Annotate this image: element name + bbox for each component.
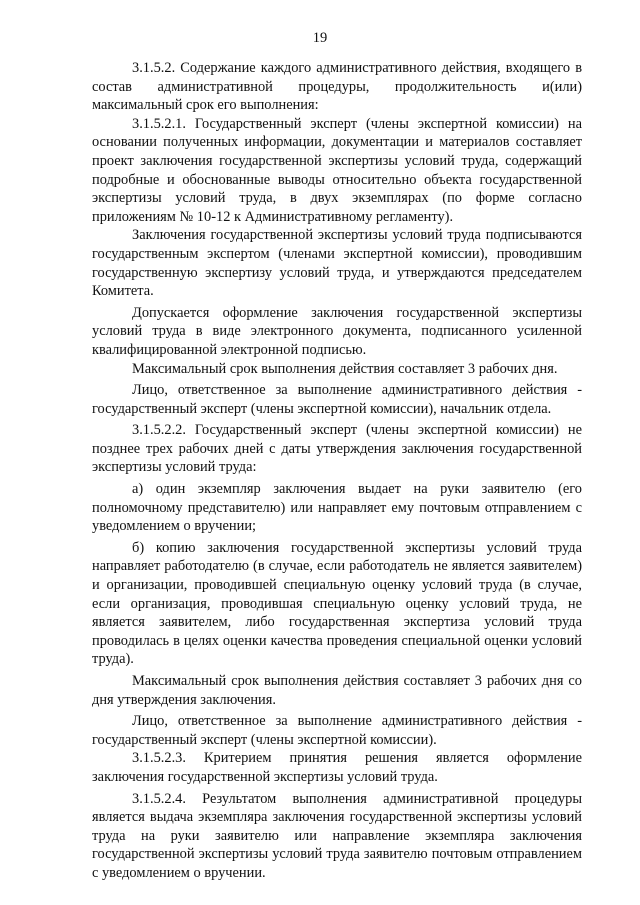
page-number: 19 [312,30,328,46]
document-body [92,59,582,883]
paragraph-item-b: б) копию заключения государственной экспертизы условий труда направляет работодателю (в случае, если работодатель не является заявителем) и организации, проводившей специальную оценку условий труда (в случае, если организация, проводившая специальную оценку условий труда, не является заявителем, либо государственная экспертиза условий труда проводилась в целях оценки качества проведения специальной оценки условий труда). [92,539,582,668]
paragraph-3-1-5-2-3: 3.1.5.2.3. Критерием принятия решения является оформление заключения государственной экспертизы условий труда. [92,750,582,785]
paragraph-3-1-5-2: 3.1.5.2. Содержание каждого административного действия, входящего в состав административной процедуры, продолжительность и(или) максимальный срок его выполнения: [92,60,582,114]
paragraph-3-1-5-2-4: 3.1.5.2.4. Результатом выполнения административной процедуры является выдача экземпляра заключения государственной экспертизы условий труда на руки заявителю или направление экземпляра заключения государственной экспертизы условий труда заявителю почтовым отправлением с уведомлением о вручении. [92,790,582,881]
paragraph-item-a: а) один экземпляр заключения выдает на руки заявителю (его полномочному представителю) или направляет ему почтовым отправлением с уведомлением о вручении; [92,481,582,535]
paragraph-max-term-2: Максимальный срок выполнения действия составляет 3 рабочих дня со дня утверждения заключения. [92,673,582,708]
paragraph-electronic-document: Допускается оформление заключения государственной экспертизы условий труда в виде электронного документа, подписанного усиленной квалифицированной электронной подписью. [92,304,582,358]
paragraph-responsible-person-1: Лицо, ответственное за выполнение административного действия - государственный эксперт (члены экспертной комиссии), начальник отдела. [92,382,582,417]
paragraph-max-term-1: Максимальный срок выполнения действия составляет 3 рабочих дня. [132,360,558,377]
paragraph-3-1-5-2-1: 3.1.5.2.1. Государственный эксперт (члены экспертной комиссии) на основании полученных информации, документации и материалов составляет проект заключения государственной экспертизы условий труда, содержащий подробные и обоснованные выводы относительно объекта государственной экспертизы условий труда, в двух экземплярах (по форме согласно приложениям № 10-12 к Административному регламенту). [92,115,582,225]
paragraph-conclusions-signing: Заключения государственной экспертизы условий труда подписываются государственным экспертом (членами экспертной комиссии), проводившим государственную экспертизу условий труда, и утверждаются председателем Комитета. [92,227,582,300]
paragraph-3-1-5-2-2: 3.1.5.2.2. Государственный эксперт (члены экспертной комиссии) не позднее трех рабочих дней с даты утверждения заключения государственной экспертизы условий труда: [92,422,582,476]
paragraph-responsible-person-2: Лицо, ответственное за выполнение административного действия - государственный эксперт (члены экспертной комиссии). [92,713,582,748]
